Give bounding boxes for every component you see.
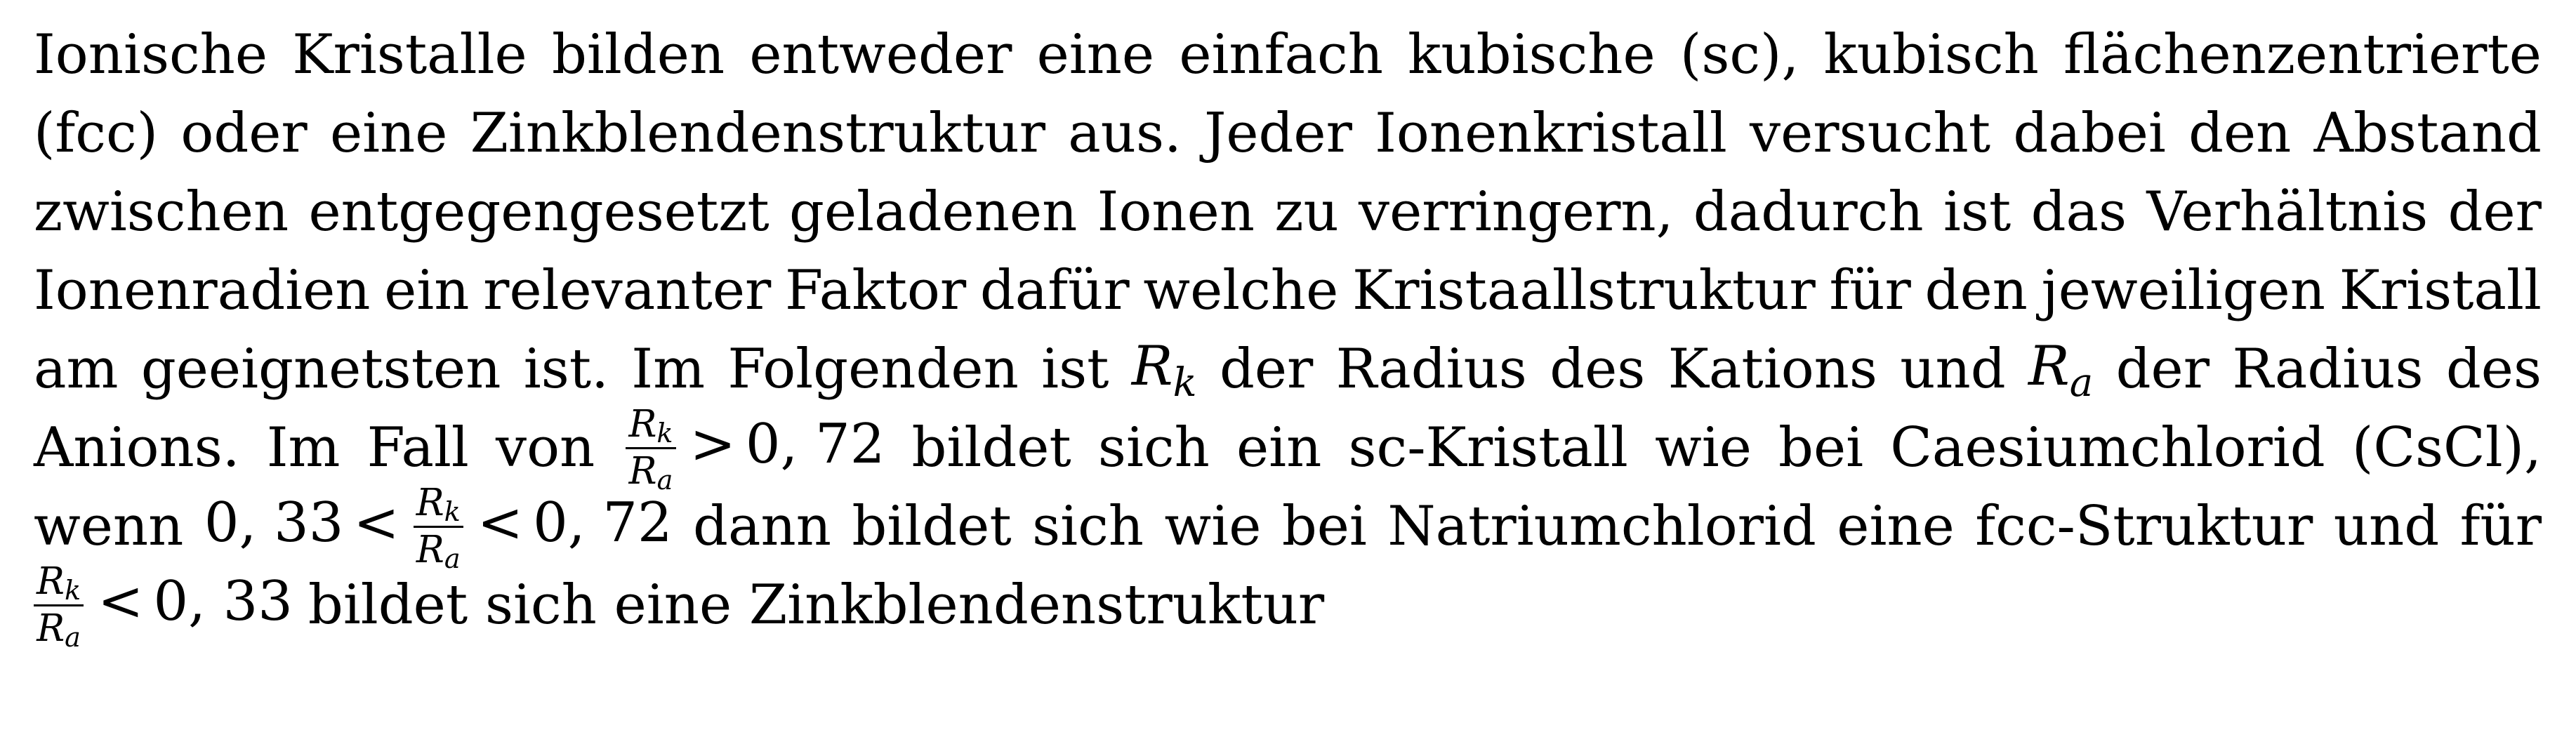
word: ist. [523,338,609,401]
word: relevanter [483,259,772,322]
word: wenn [34,495,184,558]
word: den [1924,259,2028,322]
word: entweder [749,23,1012,86]
math-number: 0, 33 [204,491,344,555]
word: ist [1943,180,2012,244]
word: Radius [2232,338,2424,401]
word: ein [384,259,470,322]
fraction-numerator [34,559,84,607]
text-line-3 [34,173,2542,251]
word: zu [1274,180,1339,244]
word: sc-Kristall [1348,416,1628,479]
word: des [1550,338,1646,401]
word: der [2448,180,2542,244]
word: einfach [1179,23,1383,86]
text-line-2 [34,94,2542,173]
word: Abstand [2313,102,2542,165]
word: entgegengesetzt [308,180,770,244]
word: dafür [979,259,1130,322]
math-symbol: R [37,606,65,650]
math-symbol: R [628,401,657,446]
word: wie [1654,416,1752,479]
word: kubisch [1823,23,2039,86]
math-symbol: R [37,559,65,603]
word: (sc), [1679,23,1799,86]
word: wie [1164,495,1262,558]
math-inequality [621,401,885,497]
word: dabei [2013,102,2166,165]
math-subscript: a [65,623,81,654]
word: jeweiligen [2041,259,2325,322]
word: Kristall [2339,259,2542,322]
word: geladenen [789,180,1078,244]
word: aus. [1068,102,1182,165]
math-fraction [626,401,675,497]
word: bildet [911,416,1071,479]
word: (CsCl), [2351,416,2542,479]
word: Folgenden [727,338,1019,401]
word: (fcc) [34,102,159,165]
word: für [1829,259,1911,322]
word: ein [1236,416,1322,479]
word: der [2115,338,2210,401]
math-fraction [414,480,463,576]
word: dadurch [1693,180,1924,244]
word: welche [1143,259,1339,322]
math-double-inequality [204,480,673,576]
word: Ionische [34,23,268,86]
word: versucht [1750,102,1991,165]
math-operator: > [689,412,736,476]
word: zwischen [34,180,289,244]
word: Kations [1667,338,1877,401]
word: am [34,338,119,401]
word: Natriumchlorid [1387,495,1816,558]
word: oder [180,102,308,165]
word: eine [329,102,448,165]
word: Verhältnis [2146,180,2429,244]
sentence-end: bildet sich eine Zinkblendenstruktur [308,573,1325,637]
word: verringern, [1359,180,1674,244]
word: flächenzentrierte [2063,23,2542,86]
word: Radius [1335,338,1527,401]
fraction-numerator [414,480,463,529]
word: Ionen [1097,180,1255,244]
math-r-a [2028,327,2093,411]
math-symbol: R [416,527,444,571]
math-subscript: a [656,465,673,497]
word: bei [1778,416,1864,479]
math-symbol: R [2028,335,2070,398]
math-subscript: k [64,576,81,607]
text-line-4 [34,251,2542,330]
word: eine [1036,23,1155,86]
word: das [2030,180,2127,244]
word: Zinkblendenstruktur [470,102,1045,165]
math-symbol: R [416,480,444,524]
math-subscript: k [656,418,673,450]
word: Kristalle [292,23,527,86]
word: den [2188,102,2292,165]
word: bei [1281,495,1367,558]
word: kubische [1408,23,1656,86]
text-line-1 [34,15,2542,94]
word: sich [1032,495,1144,558]
text-line-6 [34,401,2542,497]
word: fcc-Struktur [1975,495,2313,558]
fraction-denominator [34,606,84,654]
math-r-k [1132,327,1197,411]
text-line-5 [34,330,2542,409]
word: Im [631,338,706,401]
math-symbol: R [1131,335,1173,398]
fraction-denominator [414,527,463,576]
math-symbol: R [628,449,657,493]
word: und [1900,338,2006,401]
word: Ionenkristall [1375,102,1727,165]
word: Faktor [784,259,967,322]
word: dann [693,495,831,558]
math-fraction [34,559,84,654]
fraction-numerator [626,401,675,450]
text-line-7 [34,480,2542,576]
math-operator: < [477,491,524,555]
word: der [1219,338,1314,401]
word: bilden [551,23,725,86]
word: Ionenradien [34,259,371,322]
word: von [496,416,595,479]
math-number: 0, 72 [745,412,885,476]
word: bildet [852,495,1012,558]
math-inequality [34,559,293,654]
math-number: 0, 72 [533,491,673,555]
word: Kristaallstruktur [1352,259,1816,322]
word: Caesiumchlorid [1890,416,2325,479]
math-subscript: k [1173,359,1197,406]
word: Anions. [34,416,240,479]
text-line-8 [34,559,2542,654]
math-subscript: a [2069,359,2094,406]
word: Fall [366,416,469,479]
math-subscript: a [444,544,461,576]
math-operator: < [353,491,399,555]
word: sich [1097,416,1210,479]
word: Im [266,416,341,479]
word: des [2445,338,2542,401]
word: Jeder [1204,102,1352,165]
word: eine [1837,495,1955,558]
word: geeignetsten [140,338,501,401]
word: und [2333,495,2440,558]
document-page [34,15,2542,654]
math-number: 0, 33 [153,569,293,633]
math-operator: < [98,569,144,633]
word: für [2459,495,2542,558]
word: ist [1041,338,1109,401]
math-subscript: k [444,497,461,529]
